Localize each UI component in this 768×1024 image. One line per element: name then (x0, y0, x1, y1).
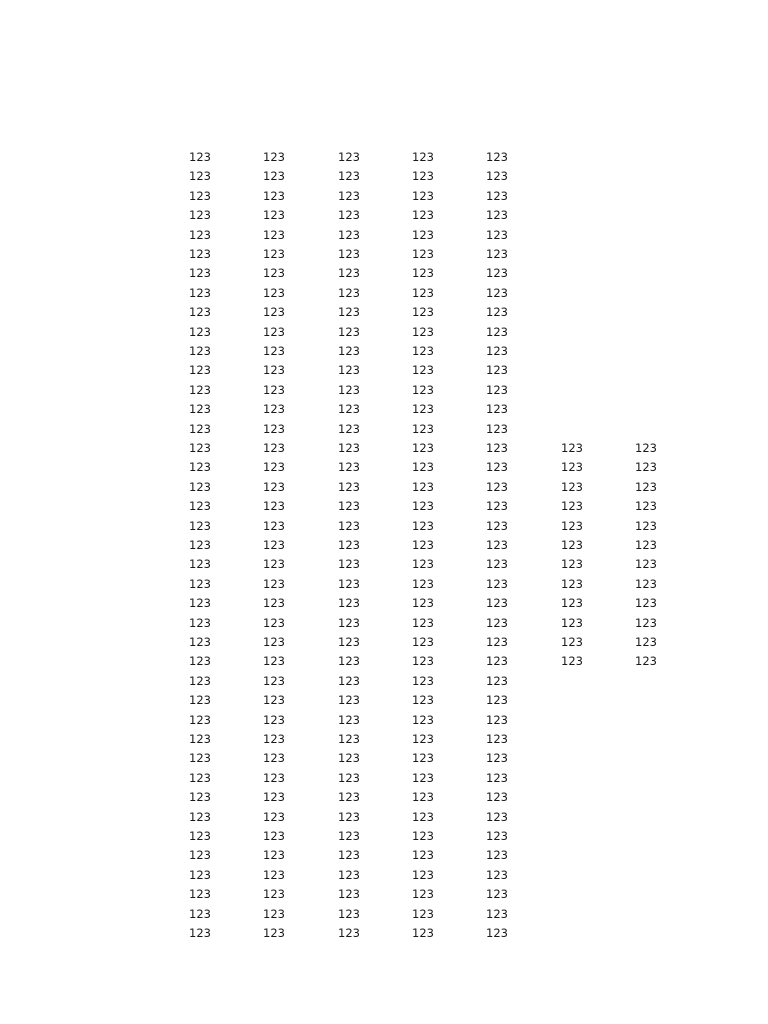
grid-cell: 123 (486, 732, 508, 746)
grid-cell: 123 (263, 344, 285, 358)
grid-cell: 123 (486, 247, 508, 261)
grid-cell: 123 (338, 286, 360, 300)
grid-cell: 123 (338, 363, 360, 377)
grid-cell: 123 (412, 460, 434, 474)
grid-cell: 123 (486, 713, 508, 727)
grid-cell: 123 (189, 363, 211, 377)
grid-cell: 123 (486, 150, 508, 164)
grid-cell: 123 (486, 557, 508, 571)
grid-cell: 123 (486, 693, 508, 707)
grid-cell: 123 (412, 868, 434, 882)
grid-cell: 123 (263, 732, 285, 746)
grid-cell: 123 (263, 286, 285, 300)
grid-cell: 123 (412, 887, 434, 901)
grid-cell: 123 (263, 150, 285, 164)
grid-cell: 123 (412, 771, 434, 785)
grid-cell: 123 (338, 810, 360, 824)
grid-cell: 123 (561, 519, 583, 533)
grid-cell: 123 (338, 402, 360, 416)
grid-cell: 123 (338, 654, 360, 668)
grid-cell: 123 (561, 499, 583, 513)
grid-cell: 123 (338, 383, 360, 397)
grid-cell: 123 (412, 829, 434, 843)
grid-cell: 123 (412, 732, 434, 746)
grid-cell: 123 (263, 480, 285, 494)
grid-cell: 123 (486, 169, 508, 183)
grid-cell: 123 (263, 654, 285, 668)
grid-cell: 123 (412, 208, 434, 222)
grid-cell: 123 (189, 325, 211, 339)
grid-cell: 123 (263, 693, 285, 707)
grid-cell: 123 (412, 480, 434, 494)
grid-cell: 123 (486, 499, 508, 513)
grid-cell: 123 (189, 577, 211, 591)
grid-cell: 123 (561, 654, 583, 668)
grid-cell: 123 (338, 732, 360, 746)
grid-cell: 123 (486, 635, 508, 649)
grid-cell: 123 (412, 751, 434, 765)
grid-cell: 123 (263, 810, 285, 824)
grid-cell: 123 (263, 538, 285, 552)
grid-cell: 123 (486, 926, 508, 940)
grid-cell: 123 (412, 848, 434, 862)
grid-cell: 123 (338, 441, 360, 455)
grid-cell: 123 (263, 305, 285, 319)
grid-cell: 123 (338, 422, 360, 436)
grid-cell: 123 (486, 228, 508, 242)
grid-cell: 123 (561, 460, 583, 474)
grid-cell: 123 (412, 810, 434, 824)
grid-cell: 123 (561, 538, 583, 552)
grid-cell: 123 (338, 693, 360, 707)
grid-cell: 123 (338, 499, 360, 513)
grid-cell: 123 (338, 305, 360, 319)
grid-cell: 123 (189, 499, 211, 513)
grid-cell: 123 (412, 693, 434, 707)
grid-cell: 123 (486, 344, 508, 358)
grid-cell: 123 (263, 363, 285, 377)
grid-cell: 123 (263, 751, 285, 765)
grid-cell: 123 (486, 441, 508, 455)
grid-cell: 123 (338, 674, 360, 688)
grid-cell: 123 (635, 557, 657, 571)
grid-cell: 123 (263, 325, 285, 339)
grid-cell: 123 (263, 616, 285, 630)
grid-cell: 123 (263, 169, 285, 183)
grid-cell: 123 (338, 907, 360, 921)
grid-cell: 123 (338, 519, 360, 533)
grid-cell: 123 (338, 713, 360, 727)
grid-cell: 123 (486, 751, 508, 765)
grid-cell: 123 (189, 189, 211, 203)
grid-cell: 123 (412, 422, 434, 436)
grid-cell: 123 (412, 383, 434, 397)
grid-cell: 123 (263, 557, 285, 571)
grid-cell: 123 (338, 480, 360, 494)
grid-cell: 123 (189, 286, 211, 300)
grid-cell: 123 (338, 616, 360, 630)
grid-cell: 123 (263, 771, 285, 785)
grid-cell: 123 (189, 654, 211, 668)
grid-cell: 123 (561, 480, 583, 494)
grid-cell: 123 (189, 247, 211, 261)
grid-cell: 123 (263, 383, 285, 397)
grid-cell: 123 (338, 189, 360, 203)
grid-cell: 123 (486, 887, 508, 901)
grid-cell: 123 (263, 402, 285, 416)
grid-cell: 123 (635, 480, 657, 494)
grid-cell: 123 (189, 480, 211, 494)
grid-cell: 123 (412, 538, 434, 552)
grid-cell: 123 (412, 402, 434, 416)
grid-cell: 123 (561, 596, 583, 610)
grid-cell: 123 (263, 577, 285, 591)
grid-cell: 123 (486, 538, 508, 552)
grid-cell: 123 (486, 596, 508, 610)
grid-cell: 123 (189, 150, 211, 164)
grid-cell: 123 (338, 538, 360, 552)
grid-cell: 123 (263, 208, 285, 222)
grid-cell: 123 (486, 286, 508, 300)
grid-cell: 123 (189, 228, 211, 242)
grid-cell: 123 (189, 383, 211, 397)
grid-cell: 123 (338, 887, 360, 901)
grid-cell: 123 (189, 169, 211, 183)
grid-cell: 123 (635, 499, 657, 513)
grid-cell: 123 (189, 868, 211, 882)
grid-cell: 123 (635, 519, 657, 533)
grid-cell: 123 (189, 829, 211, 843)
grid-cell: 123 (189, 616, 211, 630)
grid-cell: 123 (486, 305, 508, 319)
grid-cell: 123 (189, 907, 211, 921)
grid-cell: 123 (189, 208, 211, 222)
grid-cell: 123 (338, 868, 360, 882)
grid-cell: 123 (486, 402, 508, 416)
grid-cell: 123 (263, 189, 285, 203)
grid-cell: 123 (338, 247, 360, 261)
grid-cell: 123 (486, 771, 508, 785)
grid-cell: 123 (412, 907, 434, 921)
grid-cell: 123 (189, 422, 211, 436)
grid-cell: 123 (338, 596, 360, 610)
grid-cell: 123 (486, 383, 508, 397)
grid-cell: 123 (263, 635, 285, 649)
grid-cell: 123 (561, 557, 583, 571)
grid-cell: 123 (263, 596, 285, 610)
grid-cell: 123 (263, 926, 285, 940)
grid-cell: 123 (263, 228, 285, 242)
grid-cell: 123 (412, 577, 434, 591)
grid-cell: 123 (189, 674, 211, 688)
grid-cell: 123 (412, 557, 434, 571)
grid-cell: 123 (635, 654, 657, 668)
grid-cell: 123 (486, 480, 508, 494)
grid-cell: 123 (486, 363, 508, 377)
grid-cell: 123 (338, 169, 360, 183)
grid-cell: 123 (338, 557, 360, 571)
grid-cell: 123 (263, 790, 285, 804)
grid-cell: 123 (338, 150, 360, 164)
grid-cell: 123 (263, 713, 285, 727)
grid-cell: 123 (338, 790, 360, 804)
grid-cell: 123 (189, 771, 211, 785)
grid-cell: 123 (338, 635, 360, 649)
grid-cell: 123 (338, 577, 360, 591)
grid-cell: 123 (412, 635, 434, 649)
grid-cell: 123 (486, 907, 508, 921)
grid-cell: 123 (338, 829, 360, 843)
grid-cell: 123 (486, 654, 508, 668)
grid-cell: 123 (189, 887, 211, 901)
grid-cell: 123 (412, 169, 434, 183)
grid-cell: 123 (412, 325, 434, 339)
grid-cell: 123 (486, 810, 508, 824)
grid-cell: 123 (189, 305, 211, 319)
grid-cell: 123 (263, 247, 285, 261)
grid-cell: 123 (189, 460, 211, 474)
grid-cell: 123 (189, 344, 211, 358)
grid-cell: 123 (263, 519, 285, 533)
grid-cell: 123 (486, 868, 508, 882)
grid-cell: 123 (263, 829, 285, 843)
grid-cell: 123 (189, 751, 211, 765)
grid-cell: 123 (412, 616, 434, 630)
grid-cell: 123 (486, 325, 508, 339)
grid-cell: 123 (189, 441, 211, 455)
grid-cell: 123 (412, 441, 434, 455)
grid-cell: 123 (486, 616, 508, 630)
grid-cell: 123 (263, 422, 285, 436)
grid-cell: 123 (338, 926, 360, 940)
grid-cell: 123 (412, 189, 434, 203)
grid-cell: 123 (189, 926, 211, 940)
grid-cell: 123 (189, 538, 211, 552)
grid-cell: 123 (189, 810, 211, 824)
grid-cell: 123 (635, 616, 657, 630)
grid-cell: 123 (338, 228, 360, 242)
grid-cell: 123 (338, 848, 360, 862)
grid-cell: 123 (486, 208, 508, 222)
grid-cell: 123 (412, 228, 434, 242)
grid-cell: 123 (338, 771, 360, 785)
grid-cell: 123 (412, 247, 434, 261)
grid-cell: 123 (412, 150, 434, 164)
grid-cell: 123 (486, 189, 508, 203)
grid-cell: 123 (486, 829, 508, 843)
grid-cell: 123 (412, 596, 434, 610)
grid-cell: 123 (635, 635, 657, 649)
grid-cell: 123 (189, 635, 211, 649)
grid-cell: 123 (263, 887, 285, 901)
grid-cell: 123 (263, 266, 285, 280)
grid-cell: 123 (263, 499, 285, 513)
grid-cell: 123 (189, 790, 211, 804)
grid-cell: 123 (263, 907, 285, 921)
grid-cell: 123 (412, 674, 434, 688)
grid-cell: 123 (263, 441, 285, 455)
grid-cell: 123 (635, 460, 657, 474)
grid-cell: 123 (561, 616, 583, 630)
grid-cell: 123 (561, 635, 583, 649)
grid-cell: 123 (263, 674, 285, 688)
grid-cell: 123 (486, 460, 508, 474)
grid-cell: 123 (412, 790, 434, 804)
grid-cell: 123 (412, 713, 434, 727)
grid-cell: 123 (338, 344, 360, 358)
grid-cell: 123 (263, 460, 285, 474)
grid-cell: 123 (561, 577, 583, 591)
grid-cell: 123 (338, 208, 360, 222)
grid-cell: 123 (412, 519, 434, 533)
grid-cell: 123 (635, 577, 657, 591)
grid-cell: 123 (263, 848, 285, 862)
grid-cell: 123 (189, 732, 211, 746)
grid-cell: 123 (412, 286, 434, 300)
grid-cell: 123 (189, 519, 211, 533)
grid-cell: 123 (412, 926, 434, 940)
grid-cell: 123 (412, 363, 434, 377)
grid-cell: 123 (263, 868, 285, 882)
grid-cell: 123 (189, 713, 211, 727)
grid-cell: 123 (189, 693, 211, 707)
grid-cell: 123 (338, 266, 360, 280)
grid-cell: 123 (486, 519, 508, 533)
grid-cell: 123 (412, 305, 434, 319)
grid-cell: 123 (412, 344, 434, 358)
grid-cell: 123 (189, 848, 211, 862)
grid-cell: 123 (189, 596, 211, 610)
grid-cell: 123 (635, 596, 657, 610)
grid-cell: 123 (412, 266, 434, 280)
grid-cell: 123 (412, 499, 434, 513)
grid-cell: 123 (338, 325, 360, 339)
grid-cell: 123 (189, 402, 211, 416)
grid-cell: 123 (486, 577, 508, 591)
grid-cell: 123 (486, 790, 508, 804)
grid-cell: 123 (189, 557, 211, 571)
grid-cell: 123 (412, 654, 434, 668)
grid-cell: 123 (486, 848, 508, 862)
grid-cell: 123 (486, 422, 508, 436)
grid-cell: 123 (189, 266, 211, 280)
grid-cell: 123 (635, 441, 657, 455)
grid-cell: 123 (338, 751, 360, 765)
grid-cell: 123 (561, 441, 583, 455)
grid-cell: 123 (486, 674, 508, 688)
grid-cell: 123 (486, 266, 508, 280)
grid-cell: 123 (635, 538, 657, 552)
grid-cell: 123 (338, 460, 360, 474)
